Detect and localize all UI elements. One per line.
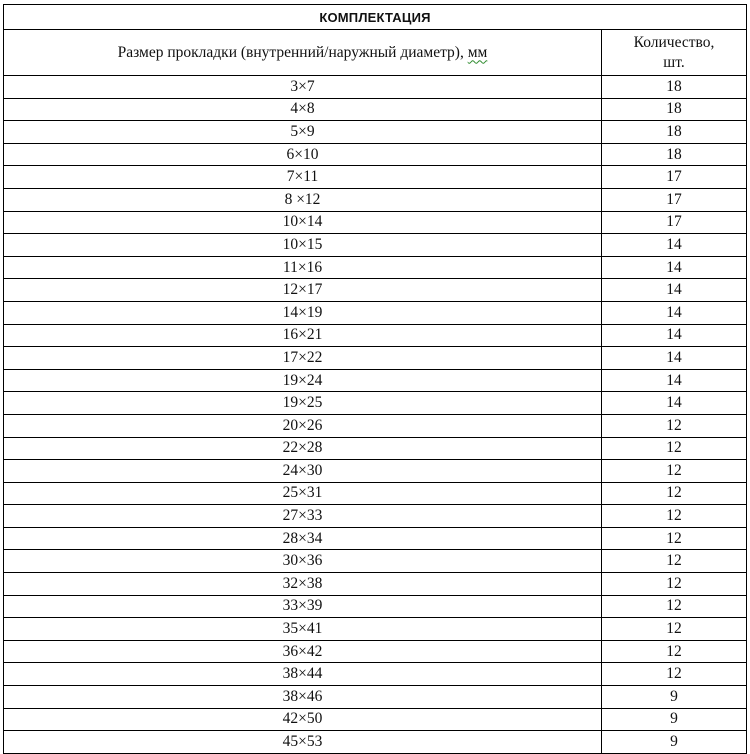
table-row [4,188,747,211]
table-row [4,301,747,324]
gasket-size-cell: 45×53 [4,731,602,754]
gasket-size-cell: 5×9 [4,121,602,144]
gasket-size-cell: 16×21 [4,324,602,347]
quantity-cell: 17 [602,166,747,189]
quantity-cell: 12 [602,505,747,528]
gasket-size-cell: 30×36 [4,550,602,573]
quantity-cell: 14 [602,324,747,347]
gasket-size-cell: 4×8 [4,98,602,121]
size-header-unit: мм [467,43,488,61]
table-row [4,143,747,166]
quantity-cell: 12 [602,550,747,573]
quantity-cell: 18 [602,76,747,99]
gasket-size-cell: 36×42 [4,640,602,663]
quantity-cell: 14 [602,301,747,324]
gasket-size-cell: 3×7 [4,76,602,99]
gasket-size-cell: 6×10 [4,143,602,166]
table-row [4,166,747,189]
gasket-size-cell: 17×22 [4,347,602,370]
quantity-cell: 12 [602,437,747,460]
gasket-size-cell: 24×30 [4,460,602,483]
quantity-cell: 9 [602,731,747,754]
gasket-size-cell: 32×38 [4,573,602,596]
gasket-size-cell: 42×50 [4,708,602,731]
gasket-size-cell: 10×15 [4,234,602,257]
quantity-cell: 18 [602,143,747,166]
gasket-size-cell: 25×31 [4,482,602,505]
gasket-size-cell: 10×14 [4,211,602,234]
table-row [4,324,747,347]
quantity-cell: 12 [602,460,747,483]
size-column-header [4,30,602,76]
qty-header-line1: Количество, [633,33,715,51]
table-row [4,550,747,573]
quantity-cell: 12 [602,482,747,505]
table-row [4,708,747,731]
gasket-size-cell: 38×44 [4,663,602,686]
table-row [4,482,747,505]
table-row [4,279,747,302]
table-row [4,414,747,437]
quantity-cell: 12 [602,640,747,663]
table-row [4,211,747,234]
quantity-cell: 12 [602,663,747,686]
table-row [4,573,747,596]
table-row [4,347,747,370]
document-sheet [3,4,746,754]
quantity-cell: 17 [602,188,747,211]
gasket-size-cell: 35×41 [4,618,602,641]
gasket-size-cell: 22×28 [4,437,602,460]
gasket-size-cell: 38×46 [4,686,602,709]
quantity-cell: 18 [602,98,747,121]
qty-column-header [602,30,747,76]
gasket-size-cell: 11×16 [4,256,602,279]
quantity-cell: 14 [602,347,747,370]
kit-table [3,4,747,754]
quantity-cell: 9 [602,686,747,709]
quantity-cell: 12 [602,573,747,596]
gasket-size-cell: 19×24 [4,369,602,392]
gasket-size-cell: 28×34 [4,527,602,550]
table-row [4,98,747,121]
table-row [4,256,747,279]
table-row [4,76,747,99]
gasket-size-cell: 14×19 [4,301,602,324]
quantity-cell: 14 [602,234,747,257]
table-row [4,618,747,641]
table-row [4,369,747,392]
table-row [4,234,747,257]
table-title: КОМПЛЕКТАЦИЯ [4,5,747,30]
title-row [4,5,747,30]
table-row [4,640,747,663]
table-row [4,392,747,415]
quantity-cell: 14 [602,256,747,279]
size-header-label: Размер прокладки (внутренний/наружный диаметр), [117,43,468,61]
table-row [4,437,747,460]
quantity-cell: 12 [602,595,747,618]
table-row [4,460,747,483]
gasket-size-cell: 33×39 [4,595,602,618]
quantity-cell: 12 [602,414,747,437]
quantity-cell: 17 [602,211,747,234]
gasket-size-cell: 27×33 [4,505,602,528]
table-row [4,686,747,709]
table-row [4,595,747,618]
gasket-size-cell: 7×11 [4,166,602,189]
quantity-cell: 9 [602,708,747,731]
gasket-size-cell: 20×26 [4,414,602,437]
qty-header-line2: шт. [663,53,685,71]
quantity-cell: 12 [602,618,747,641]
quantity-cell: 12 [602,527,747,550]
header-row [4,30,747,76]
gasket-size-cell: 19×25 [4,392,602,415]
gasket-size-cell: 8 ×12 [4,188,602,211]
gasket-size-cell: 12×17 [4,279,602,302]
quantity-cell: 14 [602,392,747,415]
quantity-cell: 14 [602,279,747,302]
table-body [4,76,747,754]
table-row [4,663,747,686]
table-row [4,505,747,528]
table-row [4,527,747,550]
table-row [4,121,747,144]
quantity-cell: 18 [602,121,747,144]
quantity-cell: 14 [602,369,747,392]
